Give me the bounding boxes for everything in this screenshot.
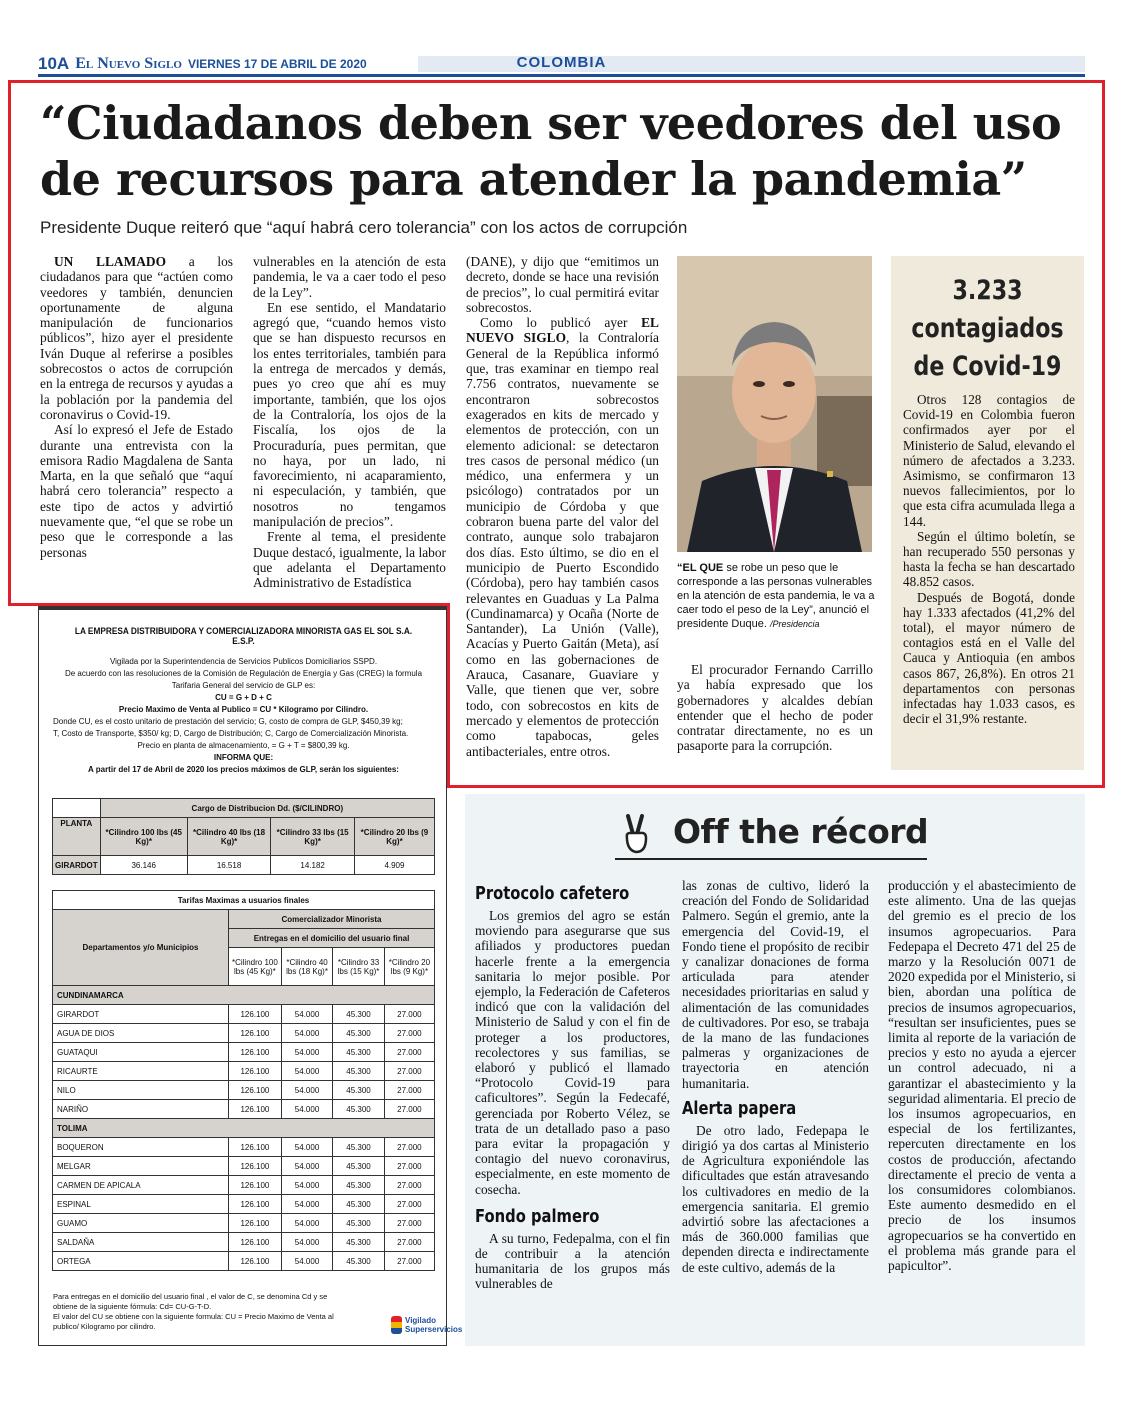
otr-column-1: [475, 876, 670, 1292]
table-row: [53, 1195, 435, 1214]
price-cell: 27.000: [384, 1252, 434, 1271]
price-cell: 126.100: [229, 1043, 282, 1062]
notice-informa: INFORMA QUE:: [213, 753, 274, 762]
lead-in: UN LLAMADO: [54, 254, 166, 269]
price-cell: 126.100: [229, 1081, 282, 1100]
notice-title: LA EMPRESA DISTRIBUIDORA Y COMERCIALIZADORA MINORISTA GAS EL SOL S.A. E.S.P.: [74, 626, 413, 646]
subsection-title: Fondo palmero: [475, 1205, 600, 1227]
gas-tariff-notice: [38, 606, 463, 1346]
table-row: [53, 1100, 435, 1119]
table-cell: 16.518: [187, 856, 271, 875]
photo-caption: [677, 561, 877, 631]
region-group-header: TOLIMA: [53, 1119, 435, 1138]
price-cell: 54.000: [281, 1043, 332, 1062]
table-row: [53, 1252, 435, 1271]
table-row: [53, 1043, 435, 1062]
price-cell: 45.300: [333, 1081, 384, 1100]
section-title: COLOMBIA: [516, 54, 607, 71]
municipality-cell: GUAMO: [53, 1214, 229, 1233]
otr-column-3: [888, 878, 1076, 1273]
table-row: [53, 1005, 435, 1024]
municipality-cell: ESPINAL: [53, 1195, 229, 1214]
paragraph: a los ciudadanos para que “actúen como veedores y también, denuncien oportunamente de alguna manipulación de funcionarios públicos”, hizo ayer el presidente Iván Duque al referirse a posibles sobrecostos o actos de corrupción en la entrega de recursos y ayudas a la población por la pandemia del coronavirus o Covid-19.: [40, 254, 234, 422]
caption-text: se robe un peso que le corresponde a las personas vulnerables en la atención de esta pandemia, le va a caer todo el peso de la Ley”, anunció el presidente Duque.: [677, 562, 875, 630]
paragraph: las zonas de cultivo, lideró la creación del Fondo de Solidaridad Palmero. Según el gremio, ante la emergencia del Covid-19, el Fondo tiene el propósito de recibir y canalizar donaciones de forma articulada para atender necesidades prioritarias en salud y alimentación de las comunidades de cultivadores. Por eso, se trabaja de la mano de las fundaciones palmeras y organizaciones de trayectoria en atención humanitaria.: [682, 878, 869, 1091]
column-header: PLANTA: [53, 818, 101, 856]
paragraph: vulnerables en la atención de esta pandemia, le va a caer todo el peso de la Ley”.: [253, 254, 446, 300]
price-cell: 54.000: [281, 1176, 332, 1195]
price-cell: 126.100: [229, 1100, 282, 1119]
paragraph: , la Contraloría General de la República informó que, tras examinar en tiempo real 7.756 contratos, nuevamente se encontraron sobrecostos exagerados en kits de mercado y elementos de protección, con un elemento adicional: se detectaron tres casos de personal médico (un médico, una enfermera y un psicólogo) contratados por un municipio de Córdoba y que cobraron buena parte del valor del contrato, aunque solo trabajaron dos días. Esto último, se dio en el municipio de Puerto Escondido (Córdoba), pero hay también casos relevantes en Guaduas y La Palma (Cundinamarca) y Ocaña (Norte de Santander), La Unión (Valle), Acacías y Puerto Gaitán (Meta), así como en las gobernaciones de Arauca, Casanare, Guaviare y Valle, que tienen que ver, sobre todo, con sobrecostos en kits de mercado y elementos de protección como tapabocas, geles antibacteriales, entre otros.: [466, 330, 659, 759]
highlight-box-bottom-right: [447, 785, 1105, 788]
logo-mark-icon: [391, 1316, 402, 1334]
municipality-cell: NARIÑO: [53, 1100, 229, 1119]
highlight-box-step: [447, 603, 450, 788]
caption-lead: “EL QUE: [677, 562, 724, 574]
price-cell: 54.000: [281, 1024, 332, 1043]
table-row: [53, 1062, 435, 1081]
subsection-title: Protocolo cafetero: [475, 883, 630, 904]
notice-line: De acuerdo con las resoluciones de la Comisión de Regulación de Energía y Gas (CREG) la formula: [64, 669, 423, 678]
price-cell: 27.000: [384, 1043, 434, 1062]
price-cell: 54.000: [281, 1252, 332, 1271]
column-header: *Cilindro 20 lbs (9 Kg)*: [384, 948, 434, 986]
newspaper-mention: EL NUEVO SIGLO: [466, 315, 659, 346]
price-cell: 54.000: [281, 1195, 332, 1214]
price-cell: 126.100: [229, 1195, 282, 1214]
headline-line-2: de recursos para atender la pandemia”: [40, 152, 1027, 206]
notice-formula: CU = G + D + C: [215, 693, 272, 702]
table-row: [53, 1157, 435, 1176]
price-cell: 45.300: [333, 1043, 384, 1062]
table-row: [53, 1081, 435, 1100]
newspaper-name: El Nuevo Siglo: [75, 55, 182, 72]
table-row: [53, 1176, 435, 1195]
paragraph: Frente al tema, el presidente Duque destacó, igualmente, la labor que adelanta el Departamento Administrativo de Estadística: [253, 529, 446, 591]
municipality-cell: ORTEGA: [53, 1252, 229, 1271]
price-cell: 27.000: [384, 1024, 434, 1043]
price-cell: 27.000: [384, 1214, 434, 1233]
column-header: *Cilindro 33 lbs (15 Kg)*: [271, 818, 355, 856]
price-cell: 27.000: [384, 1176, 434, 1195]
column-header: *Cilindro 100 lbs (45 Kg)*: [100, 818, 187, 856]
otr-column-2: [682, 878, 869, 1275]
municipality-cell: GIRARDOT: [53, 1005, 229, 1024]
price-cell: 126.100: [229, 1138, 282, 1157]
price-cell: 126.100: [229, 1252, 282, 1271]
price-cell: 54.000: [281, 1157, 332, 1176]
sidebar-title-line: de Covid-19: [913, 351, 1062, 382]
notice-formula: Precio Maximo de Venta al Publico = CU * Kilogramo por Cilindro.: [118, 705, 369, 714]
final-user-tariff-table: [52, 890, 435, 1271]
price-cell: 54.000: [281, 1062, 332, 1081]
municipality-cell: GUATAQUI: [53, 1043, 229, 1062]
paragraph: Después de Bogotá, donde hay 1.333 afectados (41,2% del total), el mayor número de contagios está en el Valle del Cauca y Antioquia (en ambos casos 867, 26,8%). En otros 21 departamentos con personas infectadas hay 1.033 casos, es decir el 31,9% restante.: [903, 589, 1075, 727]
price-cell: 54.000: [281, 1138, 332, 1157]
notice-line: Tarifaria General del servicio de GLP es:: [171, 681, 316, 690]
article-column-4: [677, 662, 873, 754]
photo-credit: /Presidencia: [769, 619, 820, 629]
distribution-charge-table: [52, 798, 435, 875]
column-header: *Cilindro 20 lbs (9 Kg)*: [354, 818, 434, 856]
price-cell: 45.300: [333, 1195, 384, 1214]
paragraph: A su turno, Fedepalma, con el fin de contribuir a la atención humanitaria de los grupos más vulnerables de: [475, 1230, 670, 1292]
president-photo: [677, 256, 872, 552]
article-headline: [40, 95, 1070, 207]
price-cell: 126.100: [229, 1176, 282, 1195]
paragraph: Según el último boletín, se han recuperado 550 personas y hasta la fecha se han descartado 48.852 casos.: [903, 528, 1075, 590]
price-cell: 27.000: [384, 1157, 434, 1176]
footnote-line: Para entregas en el domicilio del usuario final , el valor de C, se denomina Cd y se obtiene de la siguiente fórmula: Cd= CU-G-T-D.: [53, 1292, 328, 1311]
price-cell: 54.000: [281, 1233, 332, 1252]
price-cell: 45.300: [333, 1138, 384, 1157]
table-row: [53, 1214, 435, 1233]
column-header: *Cilindro 100 lbs (45 Kg)*: [229, 948, 282, 986]
price-cell: 54.000: [281, 1214, 332, 1233]
price-cell: 27.000: [384, 1100, 434, 1119]
price-cell: 54.000: [281, 1081, 332, 1100]
issue-date: VIERNES 17 DE ABRIL DE 2020: [187, 57, 367, 71]
price-cell: 45.300: [333, 1252, 384, 1271]
price-cell: 126.100: [229, 1233, 282, 1252]
column-header: Departamentos y/o Municipios: [53, 910, 229, 986]
price-cell: 126.100: [229, 1062, 282, 1081]
table-cell: 14.182: [271, 856, 355, 875]
table-row: [53, 1024, 435, 1043]
page-header: [38, 52, 1085, 77]
article-column-3: [466, 254, 659, 759]
municipality-cell: CARMEN DE APICALA: [53, 1176, 229, 1195]
paragraph: producción y el abastecimiento de este alimento. Una de las quejas del gremio es el precio de los insumos agropecuarios. Para Fedepapa el Decreto 471 del 25 de marzo y la Resolución 0071 de 2020 expedida por el Ministerio, si bien, abordan una política de precios de insumos agropecuarios, “resultan ser insuficientes, pues se limita al reporte de la variación de precios y esto no ayuda a ejercer un control adecuado, ni a garantizar el abastecimiento y la seguridad alimentaria. El precio de los insumos agropecuarios, en especial de los fertilizantes, repercuten directamente en los costos de producción, afectando directamente el precio de venta a los consumidores colombianos. Este aumento desmedido en el precio de los insumos agropecuarios se ha convertido en el problema más grande para el papicultor”.: [888, 878, 1076, 1274]
table-cell: 36.146: [100, 856, 187, 875]
municipality-cell: MELGAR: [53, 1157, 229, 1176]
section-title: [623, 812, 928, 851]
price-cell: 45.300: [333, 1100, 384, 1119]
price-cell: 126.100: [229, 1157, 282, 1176]
paragraph: Como lo publicó ayer: [480, 315, 642, 331]
price-cell: 45.300: [333, 1005, 384, 1024]
table-cell: GIRARDOT: [53, 856, 101, 875]
price-cell: 45.300: [333, 1157, 384, 1176]
paragraph: Los gremios del agro se están moviendo para asegurarse que sus afiliados y productores puedan hacerle frente a la emergencia sanitaria lo mejor posible. Por ejemplo, la Federación de Cafeteros indicó que con la validación del Ministerio de Salud y con el fin de proteger a los productores, recolectores y sus familias, se elaboró y publicó el llamado “Protocolo Covid-19 para caficultores”. Según la Fedecafé, gerenciada por Roberto Vélez, se trata de un detallado paso a paso para evitar la propagación y contagio del nuevo coronavirus, especialmente, en este momento de cosecha.: [475, 908, 670, 1197]
covid-sidebar: [891, 256, 1084, 770]
price-cell: 27.000: [384, 1195, 434, 1214]
sidebar-title-line: contagiados: [911, 313, 1064, 344]
price-cell: 54.000: [281, 1100, 332, 1119]
paragraph: En ese sentido, el Mandatario agregó que, “cuando hemos visto que se han dispuesto recursos en los entes territoriales, también para la entrega de mercados y demás, pues yo creo que ahí es muy importante, también, que los ojos de la Contraloría, los ojos de la Fiscalía, los ojos de la Procuraduría, pues permitan, que no haya, por un lado, ni favorecimiento, ni acaparamiento, ni especulación, y también, que nosotros no tengamos manipulación de precios”.: [253, 299, 446, 530]
municipality-cell: NILO: [53, 1081, 229, 1100]
paragraph: Otros 128 contagios de Covid-19 en Colombia fueron confirmados ayer por el Ministerio de Salud, elevando el número de afectados a 3.233. Asimismo, se confirmaron 13 nuevos fallecimientos, por lo que esta cifra acumulada llega a 144.: [903, 392, 1075, 529]
price-cell: 27.000: [384, 1081, 434, 1100]
superservicios-logo: [405, 1316, 462, 1334]
price-cell: 45.300: [333, 1233, 384, 1252]
sidebar-body: [903, 392, 1075, 726]
price-cell: 54.000: [281, 1005, 332, 1024]
title-rule: [615, 858, 927, 860]
column-header: *Cilindro 40 lbs (18 Kg)*: [281, 948, 332, 986]
notice-line: A partir del 17 de Abril de 2020 los precios máximos de GLP, serán los siguientes:: [88, 765, 399, 774]
price-cell: 27.000: [384, 1005, 434, 1024]
table-row: [53, 1138, 435, 1157]
notice-line: Vigilada por la Superintendencia de Servicios Publicos Domiciliarios SSPD.: [109, 657, 378, 666]
logo-text: Superservicios: [405, 1325, 463, 1334]
notice-text: [53, 626, 434, 776]
table-title: Cargo de Distribucion Dd. ($/CILINDRO): [100, 799, 434, 818]
column-header: Comercializador Minorista: [229, 910, 435, 929]
table-cell: 4.909: [354, 856, 434, 875]
logo-text: Vigilado: [405, 1316, 436, 1325]
sidebar-title-line: 3.233: [952, 275, 1023, 306]
municipality-cell: BOQUERON: [53, 1138, 229, 1157]
municipality-cell: SALDAÑA: [53, 1233, 229, 1252]
paragraph: De otro lado, Fedepapa le dirigió ya dos cartas al Ministerio de Agricultura exponiéndole las dificultades que están atravesando los cultivadores en medio de la emergencia sanitaria. El gremio advirtió sobre las afectaciones a más de 360.000 familias que dependen directa e indirectamente de este cultivo, además de la: [682, 1122, 869, 1275]
column-header: *Cilindro 40 lbs (18 Kg)*: [187, 818, 271, 856]
price-cell: 126.100: [229, 1005, 282, 1024]
municipality-cell: AGUA DE DIOS: [53, 1024, 229, 1043]
article-column-1: [40, 254, 233, 560]
highlight-box-right: [1102, 80, 1105, 788]
headline-line-1: “Ciudadanos deben ser veedores del uso: [40, 96, 1062, 150]
paragraph: Así lo expresó el Jefe de Estado durante una entrevista con la emisora Radio Magdalena de Santa Marta, en la que señaló que “aquí habrá cero tolerancia” respecto a este tipo de actos y advirtió nuevamente que, “el que se robe un peso que le corresponde a las personas: [40, 422, 233, 560]
paragraph: (DANE), y dijo que “emitimos un decreto, donde se hace una revisión de precios”, lo cual permitirá evitar sobrecostos.: [466, 254, 659, 315]
footnote-line: El valor del CU se obtiene con la siguiente formula: CU = Precio Maximo de Venta al publico/ Kilogramo por cilindro.: [53, 1312, 334, 1331]
price-cell: 27.000: [384, 1062, 434, 1081]
price-cell: 27.000: [384, 1233, 434, 1252]
price-cell: 45.300: [333, 1176, 384, 1195]
off-the-record-section: [465, 794, 1085, 1346]
price-cell: 126.100: [229, 1024, 282, 1043]
page-number: 10A: [38, 54, 70, 73]
table-title: Tarifas Maximas a usuarios finales: [53, 891, 435, 910]
notice-line: T, Costo de Transporte, $350/ kg; D, Cargo de Distribución; C, Cargo de Comercialización Minorista.: [53, 729, 409, 738]
section-title-text: Off the récord: [673, 812, 929, 851]
price-cell: 45.300: [333, 1214, 384, 1233]
price-cell: 27.000: [384, 1138, 434, 1157]
municipality-cell: RICAURTE: [53, 1062, 229, 1081]
price-cell: 45.300: [333, 1024, 384, 1043]
price-cell: 126.100: [229, 1214, 282, 1233]
portrait-illustration: [677, 256, 872, 552]
subsection-title: Alerta papera: [682, 1097, 797, 1119]
notice-line: Donde CU, es el costo unitario de prestación del servicio; G, costo de compra de GLP, $450,39 kg;: [53, 717, 403, 726]
table-row: [53, 1233, 435, 1252]
paragraph: El procurador Fernando Carrillo ya había expresado que los gobernadores y alcaldes debían entender que el hecho de poder contratar directamente, no es un pasaporte para la corrupción.: [677, 662, 873, 754]
column-header: *Cilindro 33 lbs (15 Kg)*: [333, 948, 384, 986]
sidebar-title: [908, 272, 1066, 386]
region-group-header: CUNDINAMARCA: [53, 986, 435, 1005]
article-column-2: [253, 254, 446, 591]
article-deck: Presidente Duque reiteró que “aquí habrá cero tolerancia” con los actos de corrupción: [40, 218, 688, 237]
notice-footnote: [53, 1292, 353, 1332]
notice-line: Precio en planta de almacenamiento, = G + T = $800,39 kg.: [137, 741, 350, 750]
price-cell: 45.300: [333, 1062, 384, 1081]
column-header: Entregas en el domicilio del usuario final: [229, 929, 435, 948]
